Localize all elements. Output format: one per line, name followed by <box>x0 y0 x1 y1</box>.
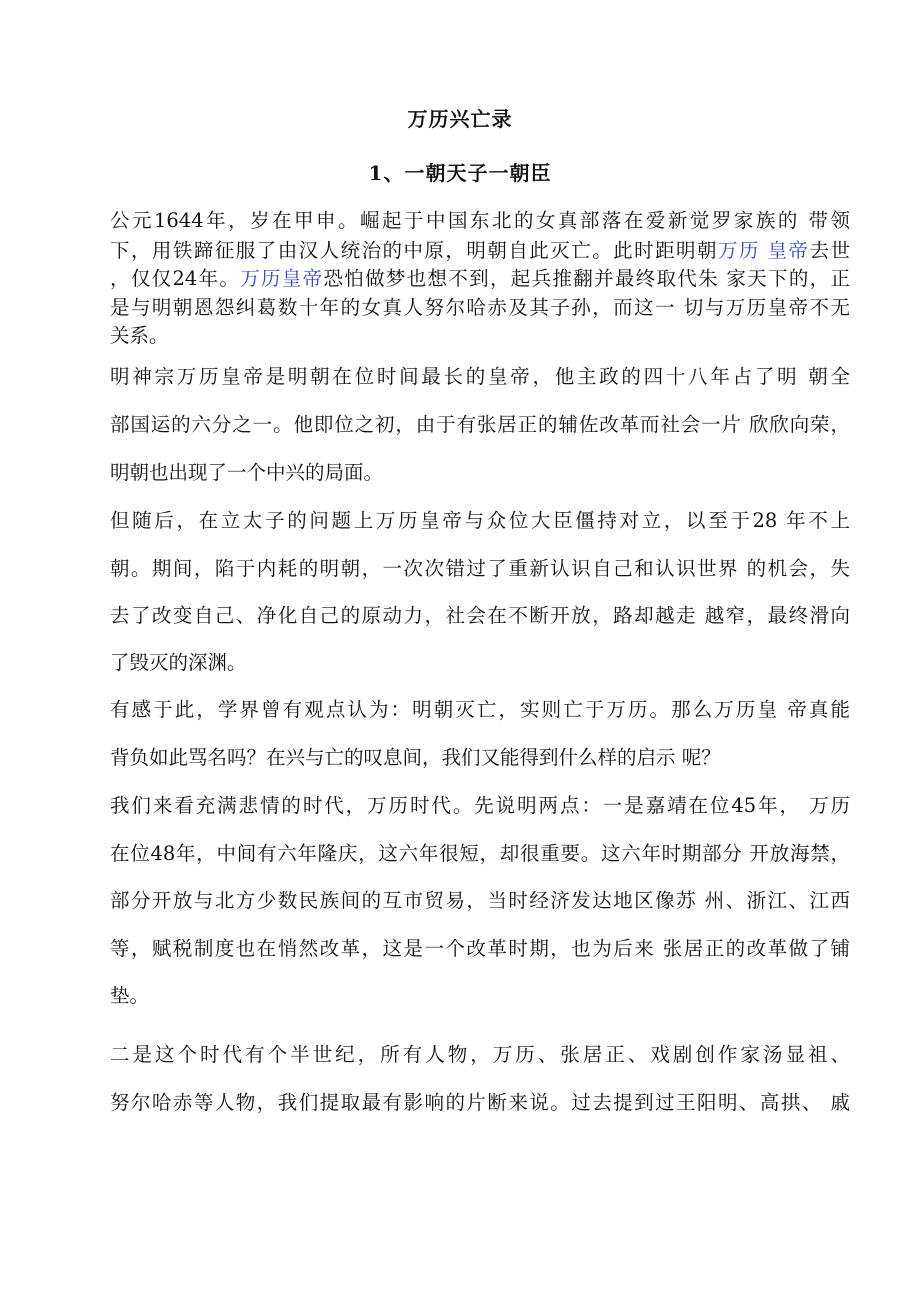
paragraph-4-line-2: 背负如此骂名吗？在兴与亡的叹息间，我们又能得到什么样的启示 呢？ <box>110 746 721 769</box>
wanli-emperor-link[interactable]: 万历 皇帝 <box>717 239 810 262</box>
paragraph-5-line-2: 在位48年，中间有六年隆庆，这六年很短，却很重要。这六年时期部分 开放海禁， <box>110 842 850 865</box>
paragraph-1-line-3 <box>110 263 850 291</box>
paragraph-4-line-1: 有感于此，学界曾有观点认为：明朝灭亡，实则亡于万历。那么万历皇 帝真能 <box>110 698 850 721</box>
paragraph-5-line-5: 垫。 <box>110 984 150 1007</box>
wanli-emperor-link[interactable]: 万历皇帝 <box>240 267 324 290</box>
text-segment: 去世 <box>809 239 850 262</box>
paragraph-3-line-4: 了毁灭的深渊。 <box>110 651 247 674</box>
paragraph-1-line-5: 关系。 <box>110 324 169 347</box>
paragraph-5-line-1: 我们来看充满悲情的时代，万历时代。先说明两点：一是嘉靖在位45年， 万历 <box>110 794 850 817</box>
paragraph-5-line-4: 等，赋税制度也在悄然改革，这是一个改革时期，也为后来 张居正的改革做了铺 <box>110 937 850 960</box>
paragraph-1-line-4: 是与明朝恩怨纠葛数十年的女真人努尔哈赤及其子孙，而这一 切与万历皇帝不无 <box>110 296 850 319</box>
paragraph-3-line-3: 去了改变自己、净化自己的原动力，社会在不断开放，路却越走 越窄，最终滑向 <box>110 604 850 627</box>
paragraph-1-line-1: 公元1644年，岁在甲申。崛起于中国东北的女真部落在爱新觉罗家族的 带领 <box>110 209 850 232</box>
paragraph-6-line-2: 努尔哈赤等人物，我们提取最有影响的片断来说。过去提到过王阳明、高拱、 戚 <box>110 1091 850 1114</box>
paragraph-2-line-3: 明朝也出现了一个中兴的局面。 <box>110 461 384 484</box>
section-title: 1、一朝天子一朝臣 <box>368 161 552 185</box>
paragraph-2-line-1: 明神宗万历皇帝是明朝在位时间最长的皇帝，他主政的四十八年占了明 朝全 <box>110 365 850 388</box>
document-title: 万历兴亡录 <box>407 107 513 131</box>
text-segment: ，仅仅24年。 <box>110 267 241 290</box>
text-segment: 恐怕做梦也想不到，起兵推翻并最终取代朱 家天下的，正 <box>323 267 850 290</box>
paragraph-6-line-1: 二是这个时代有个半世纪，所有人物，万历、张居正、戏剧创作家汤显祖、 <box>110 1043 850 1066</box>
paragraph-5-line-3: 部分开放与北方少数民族间的互市贸易，当时经济发达地区像苏 州、浙江、江西 <box>110 889 850 912</box>
paragraph-3-line-2: 朝。期间，陷于内耗的明朝，一次次错过了重新认识自己和认识世界 的机会，失 <box>110 557 850 580</box>
paragraph-3-line-1: 但随后，在立太子的问题上万历皇帝与众位大臣僵持对立，以至于28 年不上 <box>110 509 850 532</box>
paragraph-1-line-2 <box>110 235 850 263</box>
text-segment: 下，用铁蹄征服了由汉人统治的中原，明朝自此灭亡。此时距明朝 <box>110 239 718 262</box>
paragraph-2-line-2: 部国运的六分之一。他即位之初，由于有张居正的辅佐改革而社会一片 欣欣向荣， <box>110 413 850 436</box>
